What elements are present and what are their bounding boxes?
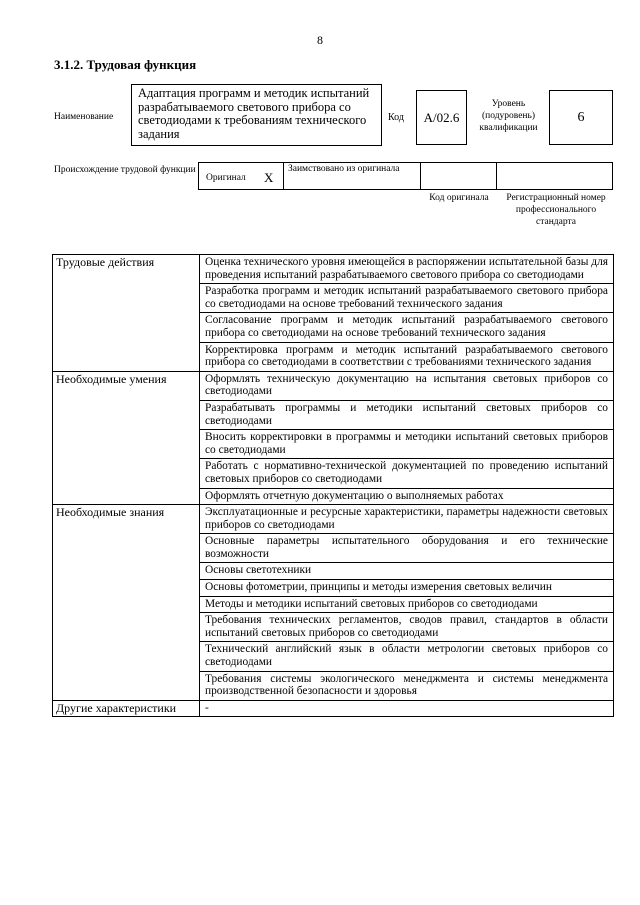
section-item: - <box>200 700 614 717</box>
section-title: 3.1.2. Трудовая функция <box>54 57 197 72</box>
table-row <box>53 255 614 284</box>
section-item: Разработка программ и методик испытаний разрабатываемого светового прибора со светодиодами на основе требований технического задания <box>200 284 614 313</box>
section-item: Эксплуатационные и ресурсные характеристики, параметры надежности световых приборов со светодиодами <box>200 505 614 534</box>
reg-number-label: Регистрационный номер профессионального стандарта <box>506 193 606 227</box>
section-item: Методы и методики испытаний световых приборов со светодиодами <box>200 596 614 613</box>
section-item: Оформлять отчетную документацию о выполняемых работах <box>200 488 614 505</box>
section-item: Требования технических регламентов, сводов правил, стандартов в области испытаний световых приборов со светодиодами <box>200 613 614 642</box>
borrowed-label: Заимствовано из оригинала <box>288 164 400 174</box>
section-item: Требования системы экологического менеджмента и системы менеджмента производственной безопасности и здоровья <box>200 671 614 700</box>
section-item: Основы фотометрии, принципы и методы измерения световых величин <box>200 580 614 597</box>
section-item: Оформлять техническую документацию на испытания световых приборов со светодиодами <box>200 371 614 400</box>
section-item: Основы светотехники <box>200 563 614 580</box>
code-value: A/02.6 <box>416 90 467 145</box>
section-item: Технический английский язык в области метрологии световых приборов со светодиодами <box>200 642 614 671</box>
function-table <box>52 254 614 717</box>
code-original-label: Код оригинала <box>429 193 489 203</box>
section-title-cell: Трудовые действия <box>53 255 200 372</box>
table-row <box>53 371 614 400</box>
section-title-cell: Необходимые знания <box>53 505 200 701</box>
reg-number-cell <box>497 162 613 190</box>
borrowed-cell <box>284 162 421 190</box>
section-item: Согласование программ и методик испытаний разрабатываемого светового прибора со светодиодами на основе требований технического задания <box>200 313 614 342</box>
name-label: Наименование <box>54 112 114 122</box>
code-original-cell <box>421 162 497 190</box>
section-item: Разрабатывать программы и методики испытаний световых приборов со светодиодами <box>200 400 614 429</box>
level-value: 6 <box>549 90 613 145</box>
page-number: 8 <box>317 33 323 47</box>
original-label: Оригинал <box>206 173 246 183</box>
original-mark: X <box>264 170 274 185</box>
code-label: Код <box>388 112 404 123</box>
section-item: Оценка технического уровня имеющейся в распоряжении испытательной базы для проведения испытаний разрабатываемого светового прибора со светодиодами <box>200 255 614 284</box>
table-row <box>53 505 614 534</box>
table-row <box>53 700 614 717</box>
section-item: Работать с нормативно-технической документацией по проведению испытаний световых приборов со светодиодами <box>200 459 614 488</box>
section-item: Основные параметры испытательного оборудования и его технические возможности <box>200 534 614 563</box>
section-item: Вносить корректировки в программы и методики испытаний световых приборов со светодиодами <box>200 430 614 459</box>
level-label: Уровень (подуровень) квалификации <box>479 99 538 133</box>
origin-row <box>198 162 613 190</box>
original-cell <box>198 162 284 190</box>
origin-label: Происхождение трудовой функции <box>54 165 196 175</box>
function-name: Адаптация программ и методик испытаний разрабатываемого светового прибора со светодиодами к требованиям технического задания <box>131 84 382 146</box>
section-title-cell: Необходимые умения <box>53 371 200 504</box>
section-title-cell: Другие характеристики <box>53 700 200 717</box>
section-item: Корректировка программ и методик испытаний разрабатываемого светового прибора со светодиодами в соответствии с требованиями технического задания <box>200 342 614 371</box>
